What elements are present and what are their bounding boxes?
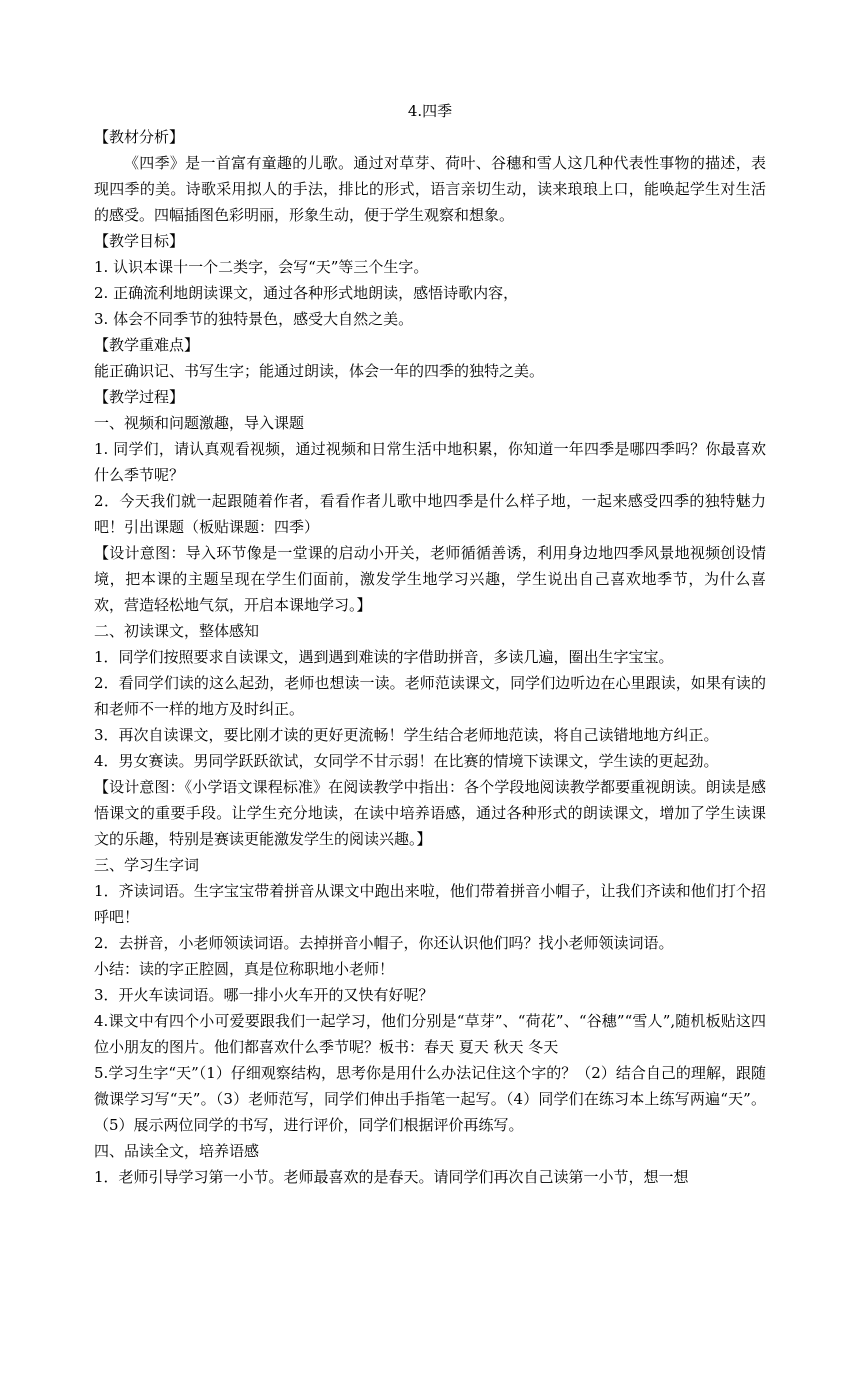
paragraph: 1．齐读词语。生字宝宝带着拼音从课文中跑出来啦，他们带着拼音小帽子，让我们齐读和他们打个招呼吧！ xyxy=(94,882,766,926)
list-item: 3. 体会不同季节的独特景色，感受大自然之美。 xyxy=(94,310,414,328)
paragraph: 3．再次自读课文，要比刚才读的更好更流畅！学生结合老师地范读，将自己读错地地方纠正。 xyxy=(94,726,719,744)
design-intent-note: 【设计意图：《小学语文课程标准》在阅读教学中指出：各个学段地阅读教学都要重视朗读。朗读是感悟课文的重要手段。让学生充分地读，在读中培养语感，通过各种形式的朗读课文，增加了学生读课文的乐趣，特别是赛读更能激发学生的阅读兴趣。】 xyxy=(94,778,766,848)
subsection-heading: 三、学习生字词 xyxy=(94,856,200,874)
paragraph: 5.学习生字“天”（1）仔细观察结构，思考你是用什么办法记住这个字的？（2）结合自己的理解，跟随微课学习写“天”。（3）老师范写，同学们伸出手指笔一起写。（4）同学们在练习本上练写两遍“天”。（5）展示两位同学的书写，进行评价，同学们根据评价再练写。 xyxy=(94,1064,766,1134)
subsection-heading: 一、视频和问题激趣，导入课题 xyxy=(94,414,305,432)
list-item: 2. 正确流利地朗读课文，通过各种形式地朗读，感悟诗歌内容， xyxy=(94,284,519,302)
paragraph: 4.课文中有四个小可爱要跟我们一起学习，他们分别是“草芽”、“荷花”、“谷穗”“雪人”,随机板贴这四位小朋友的图片。他们都喜欢什么季节呢？板书：春天 夏天 秋天 冬天 xyxy=(94,1012,766,1056)
paragraph: 1．同学们按照要求自读课文，遇到遇到难读的字借助拼音，多读几遍，圈出生字宝宝。 xyxy=(94,648,674,666)
paragraph: 《四季》是一首富有童趣的儿歌。通过对草芽、荷叶、谷穗和雪人这几种代表性事物的描述，表现四季的美。诗歌采用拟人的手法，排比的形式，语言亲切生动，读来琅琅上口，能唤起学生对生活的感受。四幅插图色彩明丽，形象生动，便于学生观察和想象。 xyxy=(94,154,766,224)
section-heading-process: 【教学过程】 xyxy=(94,388,185,406)
design-intent-note: 【设计意图：导入环节像是一堂课的启动小开关，老师循循善诱，利用身边地四季风景地视频创设情境，把本课的主题呈现在学生们面前，激发学生地学习兴趣，学生说出自己喜欢地季节，为什么喜欢，营造轻松地气氛，开启本课地学习。】 xyxy=(94,544,766,614)
document-page xyxy=(94,98,766,1190)
paragraph: 2．看同学们读的这么起劲，老师也想读一读。老师范读课文，同学们边听边在心里跟读，如果有读的和老师不一样的地方及时纠正。 xyxy=(94,674,766,718)
list-item: 1. 认识本课十一个二类字，会写“天”等三个生字。 xyxy=(94,258,429,276)
subsection-heading: 二、初读课文，整体感知 xyxy=(94,622,260,640)
paragraph: 1．老师引导学习第一小节。老师最喜欢的是春天。请同学们再次自己读第一小节，想一想 xyxy=(94,1168,689,1186)
paragraph: 1. 同学们，请认真观看视频，通过视频和日常生活中地积累，你知道一年四季是哪四季吗？你最喜欢什么季节呢？ xyxy=(94,440,766,484)
paragraph: 3．开火车读词语。哪一排小火车开的又快有好呢？ xyxy=(94,986,434,1004)
section-heading-analysis: 【教材分析】 xyxy=(94,128,185,146)
paragraph: 2．去拼音，小老师领读词语。去掉拼音小帽子，你还认识他们吗？找小老师领读词语。 xyxy=(94,934,674,952)
document-title: 4.四季 xyxy=(407,102,453,120)
paragraph: 小结：读的字正腔圆，真是位称职地小老师！ xyxy=(94,960,395,978)
paragraph: 能正确识记、书写生字；能通过朗读，体会一年的四季的独特之美。 xyxy=(94,362,545,380)
subsection-heading: 四、品读全文，培养语感 xyxy=(94,1142,260,1160)
section-heading-goals: 【教学目标】 xyxy=(94,232,185,250)
paragraph: 2．今天我们就一起跟随着作者，看看作者儿歌中地四季是什么样子地，一起来感受四季的独特魅力吧！引出课题（板贴课题：四季） xyxy=(94,492,766,536)
section-heading-key-points: 【教学重难点】 xyxy=(94,336,200,354)
paragraph: 4．男女赛读。男同学跃跃欲试，女同学不甘示弱！在比赛的情境下读课文，学生读的更起劲。 xyxy=(94,752,719,770)
